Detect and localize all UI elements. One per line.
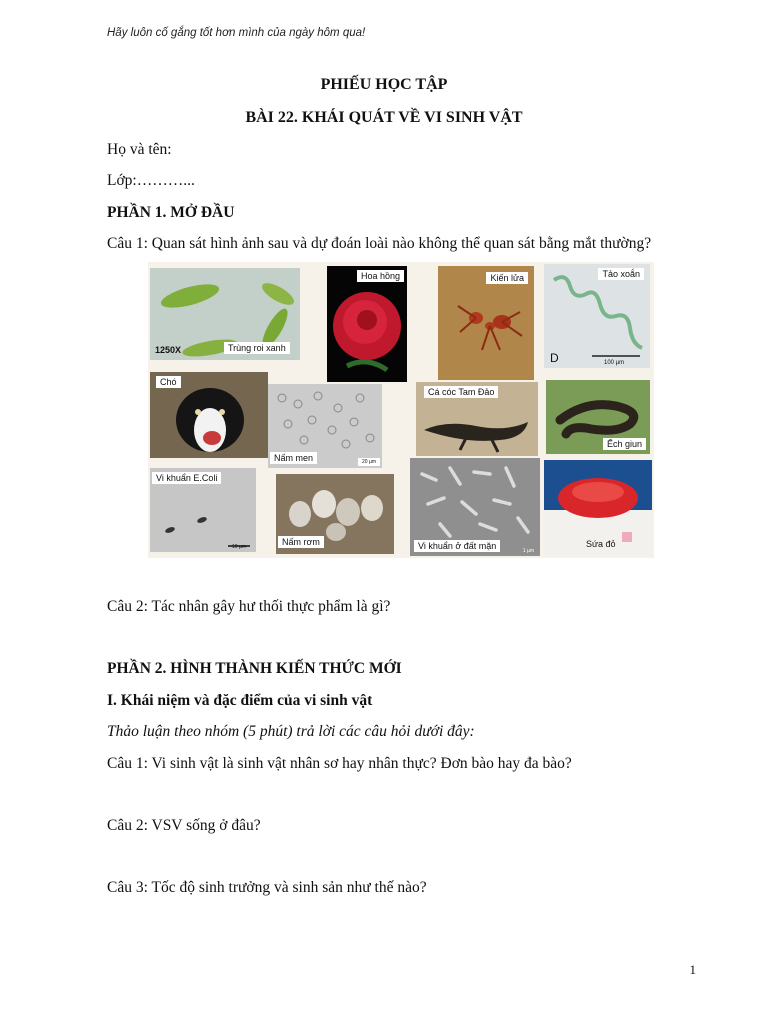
- jellyfish-label: Sứa đỏ: [586, 539, 616, 549]
- rose-photo: [327, 266, 407, 382]
- organism-collage: [148, 262, 654, 558]
- part1-heading: PHẦN 1. MỞ ĐẦU: [107, 204, 235, 221]
- fire-ant-photo: [438, 266, 534, 380]
- dog-label: Chó: [156, 376, 181, 388]
- salamander-photo: [416, 382, 538, 456]
- page-number: 1: [689, 962, 696, 977]
- euglena-label: Trùng roi xanh: [224, 342, 290, 354]
- part1-question-2: Câu 2: Tác nhân gây hư thối thực phẩm là gì?: [107, 598, 391, 615]
- spirogyra-panel-letter: D: [550, 351, 559, 365]
- yeast-label: Nấm men: [270, 452, 317, 464]
- ecoli-photo: [150, 468, 256, 552]
- spirogyra-photo: [544, 264, 650, 368]
- rose-illustration: [327, 266, 407, 382]
- name-field: Họ và tên:: [107, 141, 172, 158]
- soil-bacteria-photo: [410, 458, 540, 556]
- ecoli-scale-label: 10 µm: [232, 544, 246, 550]
- part2-question-2: Câu 2: VSV sống ở đâu?: [107, 817, 261, 834]
- jellyfish-photo: [544, 460, 652, 556]
- group-instruction: Thảo luận theo nhóm (5 phút) trả lời các câu hỏi dưới đây:: [107, 723, 475, 740]
- spirogyra-label: Tảo xoắn: [598, 268, 644, 280]
- class-field: Lớp:………...: [107, 172, 195, 189]
- rose-label: Hoa hồng: [357, 270, 404, 282]
- caecilian-label: Ếch giun: [603, 438, 646, 450]
- mold-photo: [276, 474, 394, 554]
- worksheet-title: PHIẾU HỌC TẬP: [320, 76, 448, 93]
- euglena-photo: [150, 268, 300, 360]
- euglena-zoom-label: 1250X: [155, 345, 182, 355]
- header-motto: Hãy luôn cố gắng tốt hơn mình của ngày hôm qua!: [107, 27, 366, 39]
- part2-question-1: Câu 1: Vi sinh vật là sinh vật nhân sơ hay nhân thực? Đơn bào hay đa bào?: [107, 755, 572, 772]
- caecilian-photo: [546, 380, 650, 454]
- spirogyra-scale-label: 100 µm: [604, 360, 625, 366]
- soil-bacteria-scale-label: 1 µm: [522, 548, 534, 554]
- fire-ant-label: Kiến lửa: [486, 272, 528, 284]
- soil-bacteria-label: Vi khuẩn ở đất mặn: [414, 540, 500, 552]
- lesson-title: BÀI 22. KHÁI QUÁT VỀ VI SINH VẬT: [245, 109, 523, 126]
- yeast-photo: [268, 384, 382, 468]
- part1-question-1: Câu 1: Quan sát hình ảnh sau và dự đoán loài nào không thể quan sát bằng mắt thường?: [107, 235, 652, 252]
- ecoli-label: Vi khuẩn E.Coli: [152, 472, 221, 484]
- part2-heading: PHẦN 2. HÌNH THÀNH KIẾN THỨC MỚI: [107, 660, 402, 677]
- yeast-scale-label: 20 µm: [358, 458, 380, 466]
- section-heading: I. Khái niệm và đặc điểm của vi sinh vật: [107, 692, 373, 709]
- dog-photo: [150, 372, 268, 458]
- salamander-label: Cá cóc Tam Đảo: [424, 386, 498, 398]
- part2-question-3: Câu 3: Tốc độ sinh trưởng và sinh sản như thế nào?: [107, 879, 427, 896]
- mold-label: Nấm rơm: [278, 536, 324, 548]
